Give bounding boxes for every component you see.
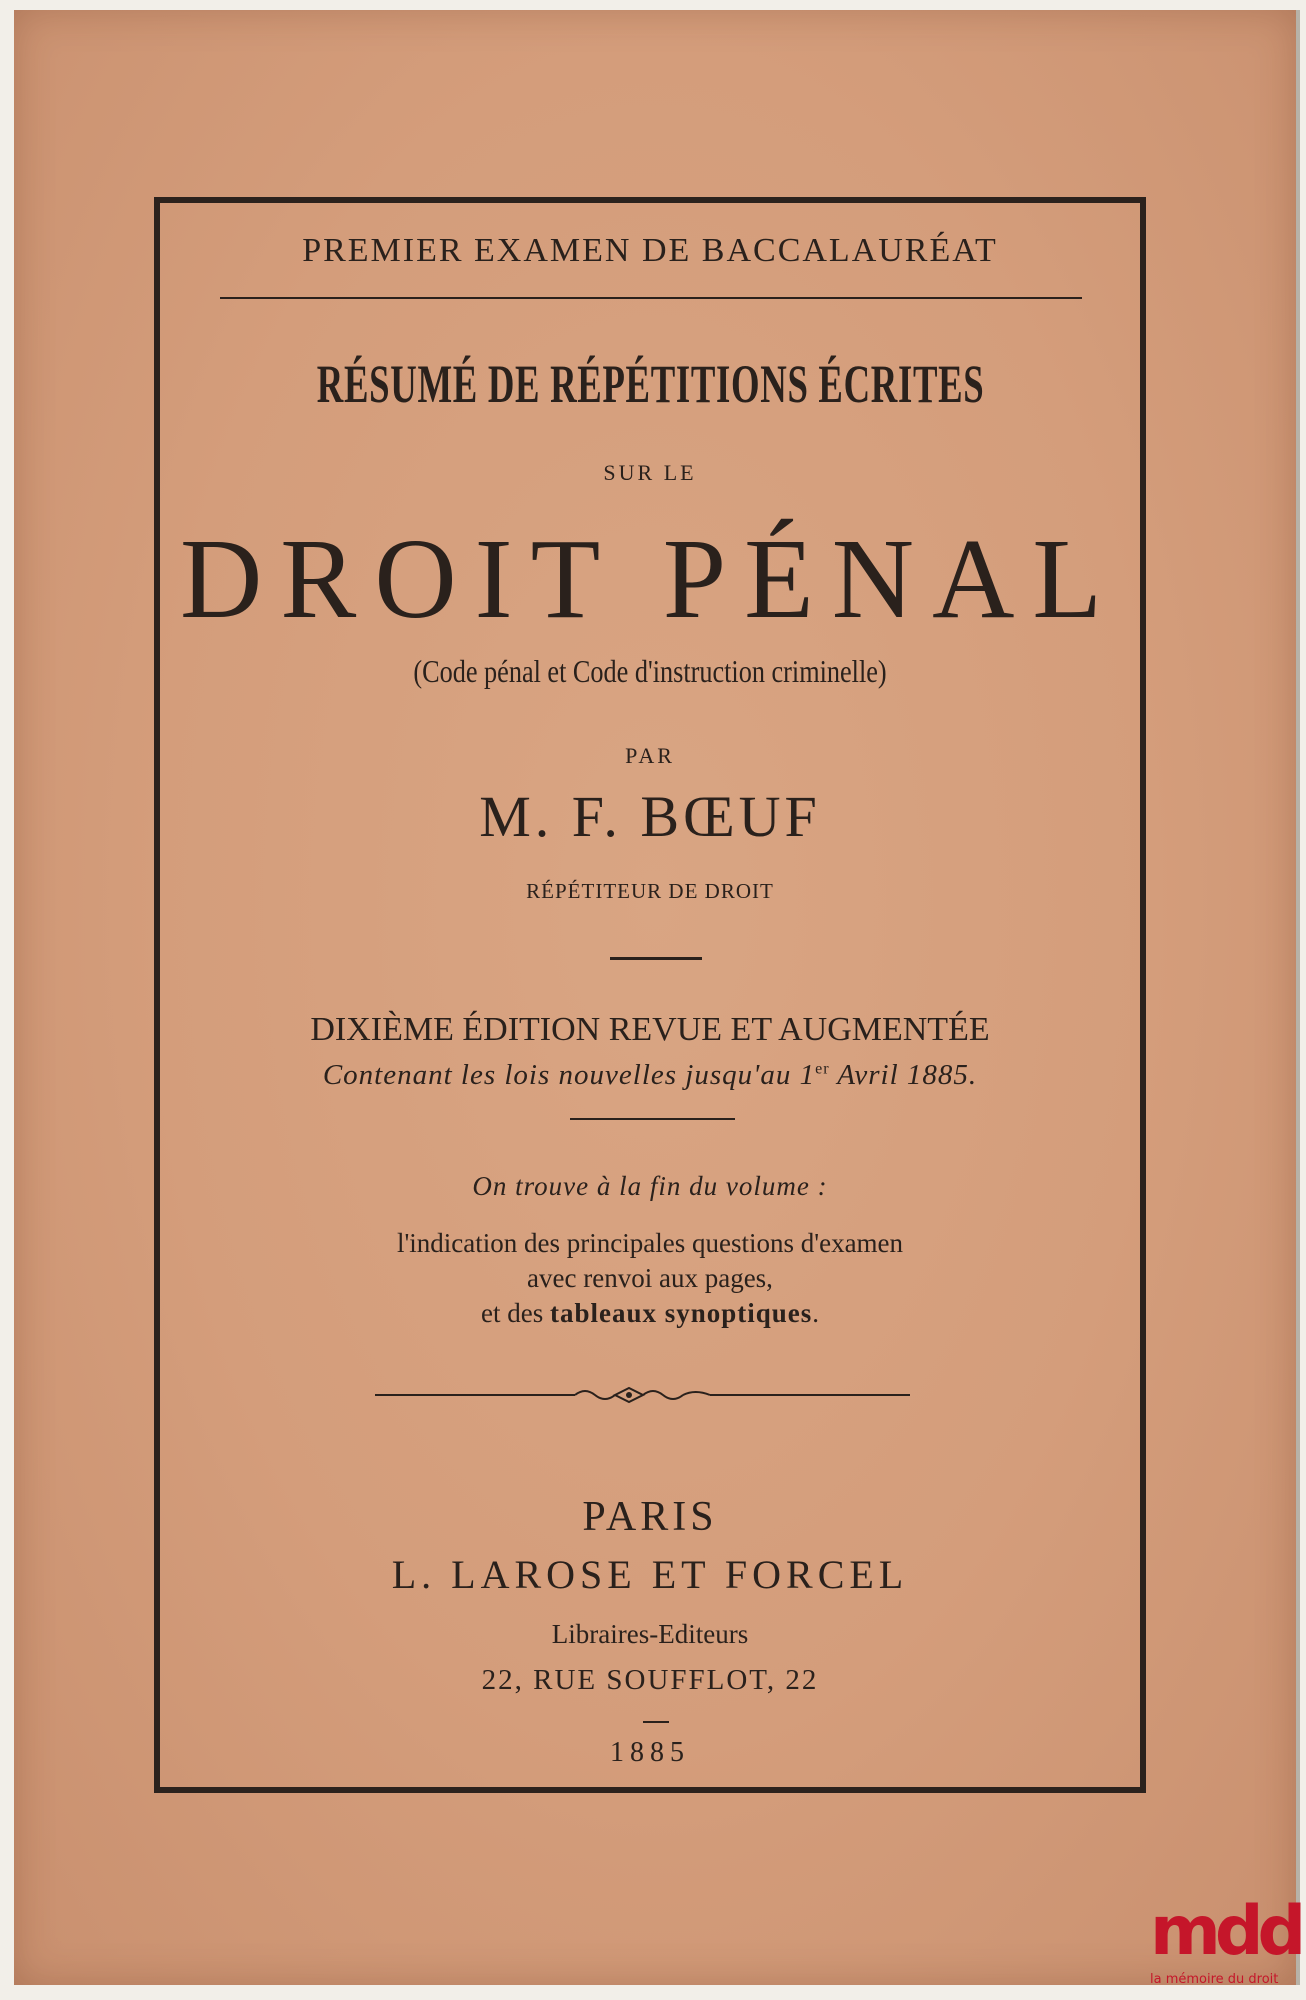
appendix-intro: On trouve à la fin du volume : [472,1171,828,1201]
appendix-line-3-bold: tableaux synoptiques [549,1298,813,1328]
contents-note-prefix: Contenant les lois nouvelles jusqu'au 1 [322,1059,816,1091]
contents-note [160,1059,1140,1092]
publisher-city: PARIS [582,1494,718,1540]
logo-mark: mdd [1150,1892,1301,1971]
ornament-icon [375,1380,910,1410]
appendix-line-1: l'indication des principales questions d'examen [396,1228,904,1258]
contents-note-suffix: Avril 1885. [829,1059,978,1091]
edition-rule [570,1118,735,1120]
publisher-role: Libraires-Editeurs [551,1619,749,1649]
subtitle: (Code pénal et Code d'instruction criminelle) [413,653,887,689]
appendix-line-2: avec renvoi aux pages, [527,1263,773,1293]
by-text: PAR [625,743,675,768]
author-role: RÉPÉTITEUR DE DROIT [526,879,774,903]
book-cover [14,10,1300,1985]
publisher-name: L. LAROSE ET FORCEL [391,1552,909,1597]
series-rule [220,297,1082,299]
mdd-logo [1150,1892,1300,1992]
address-rule [643,1721,669,1723]
publisher-address: 22, RUE SOUFFLOT, 22 [481,1664,819,1696]
publication-year: 1885 [610,1737,690,1768]
main-title: DROIT PÉNAL [179,515,1121,642]
author-name: M. F. BŒUF [479,784,821,849]
edition-statement: DIXIÈME ÉDITION REVUE ET AUGMENTÉE [310,1011,990,1048]
connector-text: SUR LE [603,460,697,485]
appendix-line-3 [160,1298,1140,1329]
series-title: PREMIER EXAMEN DE BACCALAURÉAT [302,232,998,269]
contents-note-sup: er [815,1060,830,1078]
cover-frame [154,197,1146,1793]
heading: RÉSUMÉ DE RÉPÉTITIONS ÉCRITES [316,354,985,414]
appendix-line-3-prefix: et des [480,1298,550,1328]
appendix-line-3-suffix: . [812,1298,820,1328]
author-rule [610,957,702,960]
logo-tagline: la mémoire du droit [1150,1972,1279,1987]
